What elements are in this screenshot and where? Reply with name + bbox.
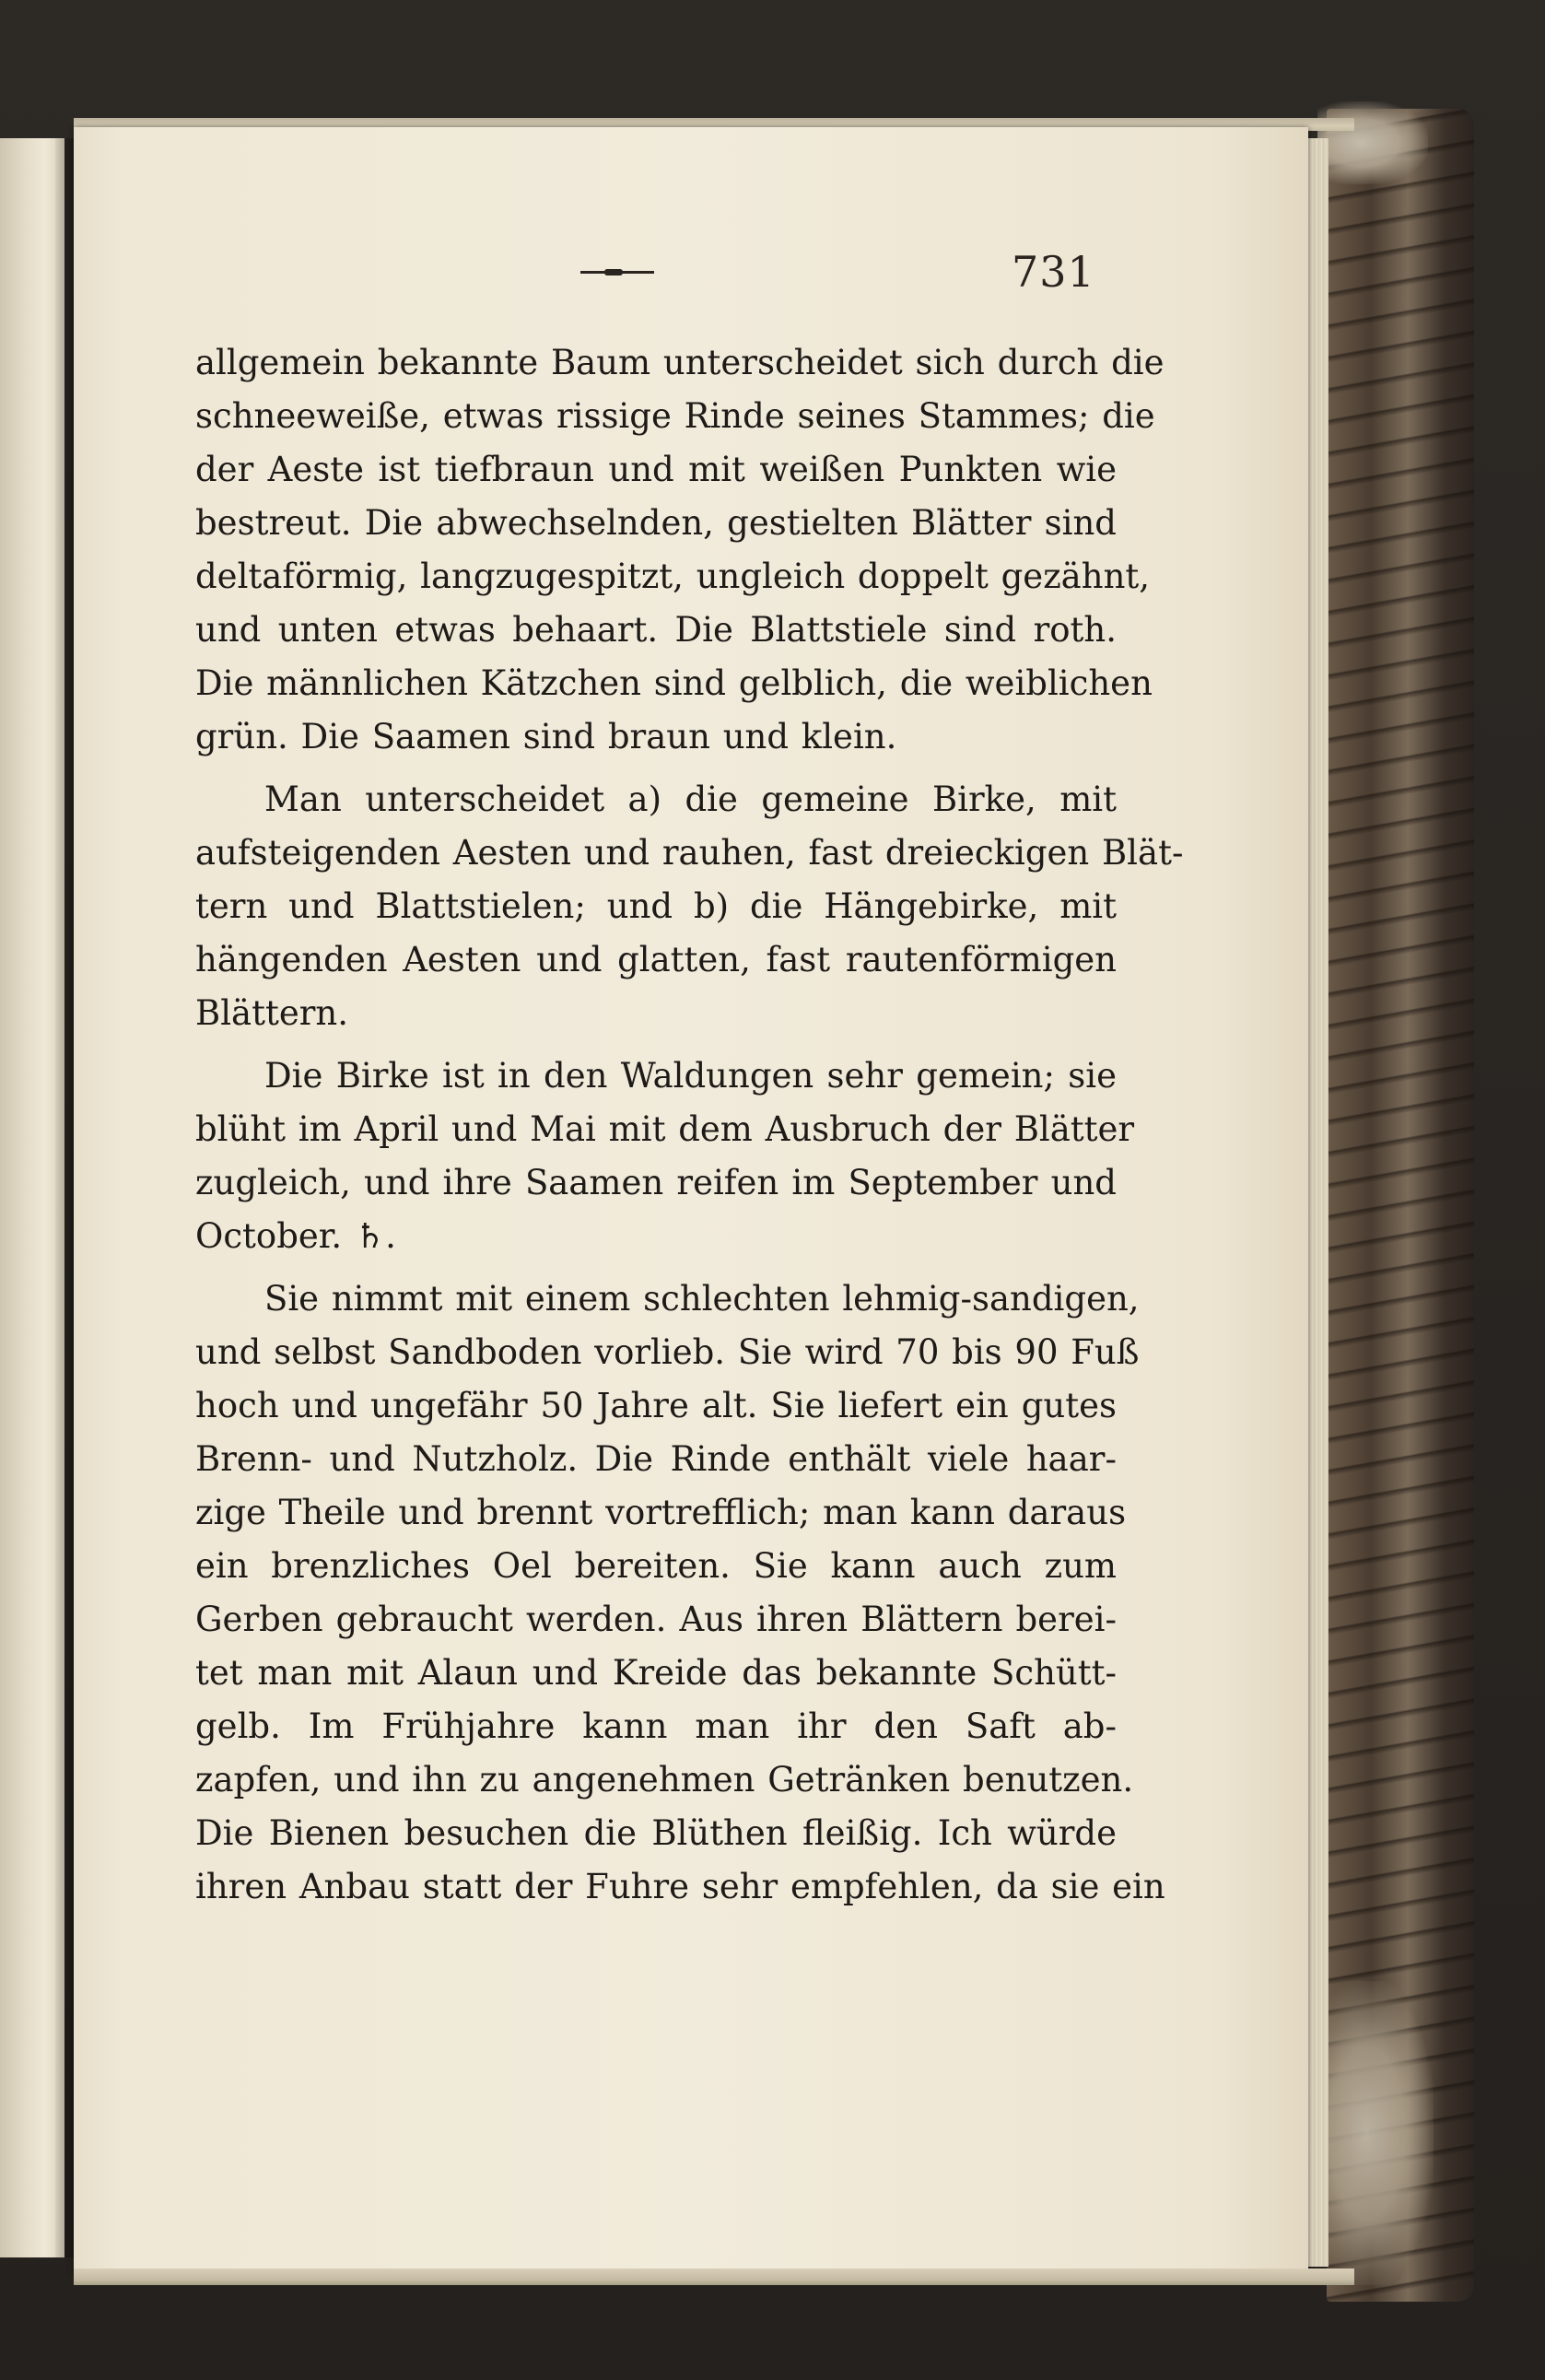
text-line: bestreut. Die abwechselnden, gestielten Blätter sind <box>195 503 1117 543</box>
cover-wear-bottom <box>1323 1981 1434 2285</box>
text-line: ein brenzliches Oel bereiten. Sie kann auch zum <box>195 1546 1117 1586</box>
text-line: zugleich, und ihre Saamen reifen im September und <box>195 1163 1117 1202</box>
text-line: hängenden Aesten und glatten, fast rautenförmigen <box>195 940 1117 979</box>
text-line: und selbst Sandboden vorlieb. Sie wird 70 bis 90 Fuß <box>195 1332 1140 1372</box>
running-head-ornament <box>580 267 654 278</box>
page-fore-edge <box>1306 138 1328 2267</box>
text-line: und unten etwas behaart. Die Blattstiele sind roth. <box>195 610 1117 650</box>
text-line: October. ♄. <box>195 1216 396 1256</box>
text-line: Brenn- und Nutzholz. Die Rinde enthält viele haar- <box>195 1439 1117 1479</box>
book-cover-edge <box>1327 109 1474 2302</box>
text-line: tet man mit Alaun und Kreide das bekannte Schütt- <box>195 1653 1117 1693</box>
text-line: aufsteigenden Aesten und rauhen, fast dreieckigen Blät- <box>195 833 1184 873</box>
text-line: tern und Blattstielen; und b) die Hängebirke, mit <box>195 886 1117 926</box>
text-line: allgemein bekannte Baum unterscheidet sich durch die <box>195 343 1165 382</box>
cover-wear-top <box>1317 101 1428 184</box>
text-line: Die männlichen Kätzchen sind gelblich, die weiblichen <box>195 663 1153 703</box>
text-line: gelb. Im Frühjahre kann man ihr den Saft ab- <box>195 1706 1117 1746</box>
text-line: grün. Die Saamen sind braun und klein. <box>195 717 897 756</box>
text-line: blüht im April und Mai mit dem Ausbruch der Blätter <box>195 1109 1135 1149</box>
text-line: deltaförmig, langzugespitzt, ungleich doppelt gezähnt, <box>195 557 1151 596</box>
page-number: 731 <box>1012 247 1095 297</box>
text-line: ihren Anbau statt der Fuhre sehr empfehlen, da sie ein <box>195 1867 1165 1906</box>
text-line: Die Bienen besuchen die Blüthen fleißig. Ich würde <box>195 1813 1117 1853</box>
text-line: Gerben gebraucht werden. Aus ihren Blättern berei- <box>195 1600 1117 1639</box>
text-line: Blättern. <box>195 993 348 1033</box>
text-line: Die Birke ist in den Waldungen sehr gemein; sie <box>264 1056 1117 1096</box>
text-line: schneeweiße, etwas rissige Rinde seines Stammes; die <box>195 396 1155 436</box>
text-line: Sie nimmt mit einem schlechten lehmig-sandigen, <box>264 1279 1140 1319</box>
page-bottom-edge <box>74 2269 1354 2285</box>
text-line: zige Theile und brennt vortrefflich; man kann daraus <box>195 1493 1127 1532</box>
text-line: hoch und ungefähr 50 Jahre alt. Sie liefert ein gutes <box>195 1386 1117 1425</box>
text-line: Man unterscheidet a) die gemeine Birke, mit <box>264 780 1117 819</box>
text-line: der Aeste ist tiefbraun und mit weißen Punkten wie <box>195 450 1117 489</box>
text-line: zapfen, und ihn zu angenehmen Getränken benutzen. <box>195 1760 1134 1800</box>
